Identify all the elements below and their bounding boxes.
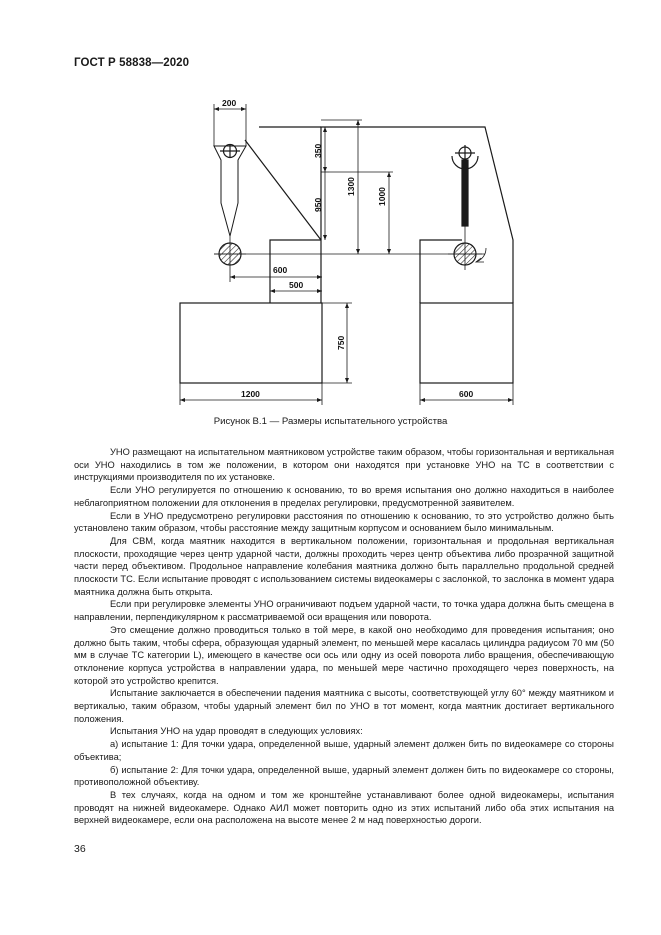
dim-1200-label: 1200: [241, 389, 260, 399]
paragraph: а) испытание 1: Для точки удара, определенной выше, ударный элемент должен бить по видеокамере со стороны объектива;: [74, 739, 614, 762]
paragraph: В тех случаях, когда на одном и том же кронштейне устанавливают более одной видеокамеры, испытания проводят на нижней видеокамере. Однако АИЛ может повторить одно из этих испытаний либо оба этих испытания на верхней видеокамере, если она расположена на высоте менее 2 м над поверхностью дороги.: [74, 789, 614, 826]
body-text: [74, 446, 614, 827]
dim-1300-label: 1300: [346, 177, 356, 196]
left-pendulum: [214, 144, 246, 270]
page-number: 36: [74, 843, 86, 855]
left-base-block: [180, 303, 322, 383]
dim-500-label: 500: [289, 280, 304, 290]
paragraph: Если в УНО предусмотрено регулировки расстояния по отношению к основанию, то это устройство должно быть установлено таким образом, чтобы расстояние между защитным корпусом и основанием было минимальным.: [74, 510, 614, 534]
dim-950-label: 950: [313, 197, 323, 212]
right-base-block: [420, 303, 513, 383]
dim-600-right-label: 600: [459, 389, 474, 399]
paragraph: Если УНО регулируется по отношению к основанию, то во время испытания оно должно находиться в наиболее неблагоприятном положении для отклонения в пределах регулировки, предусмотренной заявителем.: [74, 485, 614, 508]
dim-350-label: 350: [313, 143, 323, 158]
figure-caption: Рисунок В.1 — Размеры испытательного устройства: [213, 416, 448, 427]
paragraph: УНО размещают на испытательном маятниковом устройстве таким образом, чтобы горизонтальная и вертикальная оси УНО находились в том же положении, в котором они находятся при установке УНО на ТС в соответствии с инструкциями производителя по их установке.: [74, 447, 614, 483]
paragraph: Испытания УНО на удар проводят в следующих условиях:: [110, 726, 363, 737]
dim-200-label: 200: [222, 98, 237, 108]
document-header: ГОСТ Р 58838—2020: [74, 57, 190, 69]
dim-600-left-label: 600: [273, 265, 288, 275]
paragraph: Если при регулировке элементы УНО ограничивают подъем ударной части, то точка удара должна быть смещена в направлении, перпендикулярном к рассматриваемой оси вращения или поворота.: [74, 599, 614, 623]
test-device-drawing: [150, 86, 550, 416]
paragraph: Испытание заключается в обеспечении падения маятника с высоты, соответствующей углу 60° между маятником и вертикалью, таким образом, чтобы ударный элемент бил по УНО в тот момент, когда маятник достигает вертикального положения.: [74, 688, 614, 724]
dim-1000-label: 1000: [377, 187, 387, 206]
right-pendulum: [448, 145, 486, 270]
dim-750-label: 750: [336, 335, 346, 350]
paragraph: Для СВМ, когда маятник находится в вертикальном положении, горизонтальная и продольная вертикальная плоскости, проходящие через центр ударной части, должны проходить через центр объектива либо прозрачной защитной части перед объективом. Продольное направление колебания маятника должно быть параллельно продольной средней плоскости ТС. Если испытание проводят с использованием системы видеокамеры с заслонкой, то заслонка в момент удара маятника должна быть открыта.: [74, 535, 614, 597]
test-device-figure: [150, 86, 550, 416]
paragraph: б) испытание 2: Для точки удара, определенной выше, ударный элемент должен бить по видеокамере со стороны, противоположной объективу.: [74, 764, 614, 788]
paragraph: Это смещение должно проводиться только в той мере, в какой оно необходимо для проведения испытания; оно должно быть таким, чтобы сфера, образующая ударный элемент, по меньшей мере касалась цилиндра радиусом 70 мм (50 мм в случае ТС категории L), имеющего в качестве оси ось или одну из осей поворота либо вращения, обеспечивающую отклонение корпуса устройства в направлении удара, по меньшей мере частично проходящего через поверхность, на которой это устройство крепится.: [74, 624, 614, 686]
